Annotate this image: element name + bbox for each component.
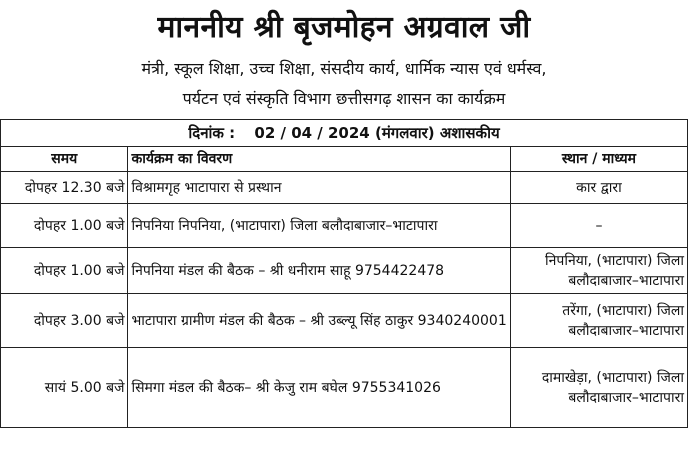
table-row	[1, 172, 688, 204]
row-time: दोपहर 3.00 बजे	[1, 294, 128, 348]
row-details: भाटापारा ग्रामीण मंडल की बैठक – श्री उब्ल्यू सिंह ठाकुर 9340240001	[128, 294, 510, 348]
table-row	[1, 204, 688, 248]
row-details: निपनिया निपनिया, (भाटापारा) जिला बलौदाबाजार–भाटापारा	[128, 204, 510, 248]
row-place: तरेंगा, (भाटापारा) जिला बलौदाबाजार–भाटापारा	[510, 294, 687, 348]
subtitle-line-2: पर्यटन एवं संस्कृति विभाग छत्तीसगढ़ शासन का कार्यक्रम	[182, 89, 506, 108]
schedule-table	[0, 119, 688, 428]
row-details: विश्रामगृह भाटापारा से प्रस्थान	[128, 172, 510, 204]
row-time: सायं 5.00 बजे	[1, 348, 128, 428]
row-time: दोपहर 12.30 बजे	[1, 172, 128, 204]
table-row	[1, 248, 688, 294]
row-details: निपनिया मंडल की बैठक – श्री धनीराम साहू 9754422478	[128, 248, 510, 294]
date-value: 02 / 04 / 2024	[254, 124, 370, 142]
subtitle-line-1: मंत्री, स्कूल शिक्षा, उच्च शिक्षा, संसदीय कार्य, धार्मिक न्यास एवं धर्मस्व,	[141, 59, 547, 78]
row-place: कार द्वारा	[510, 172, 687, 204]
document-title: माननीय श्री बृजमोहन अग्रवाल जी	[157, 10, 531, 45]
program-type: अशासकीय	[439, 124, 500, 142]
row-place: दामाखेड़ा, (भाटापारा) जिला बलौदाबाजार–भाटापारा	[510, 348, 687, 428]
row-time: दोपहर 1.00 बजे	[1, 204, 128, 248]
date-row	[1, 120, 688, 147]
header-details: कार्यक्रम का विवरण	[128, 147, 510, 172]
table-row	[1, 294, 688, 348]
day-value: (मंगलवार)	[374, 124, 435, 142]
table-row	[1, 348, 688, 428]
row-place: –	[510, 204, 687, 248]
row-place: निपनिया, (भाटापारा) जिला बलौदाबाजार–भाटापारा	[510, 248, 687, 294]
table-header-row	[1, 147, 688, 172]
date-label: दिनांक :	[188, 124, 236, 142]
row-details: सिमगा मंडल की बैठक– श्री केजु राम बघेल 9755341026	[128, 348, 510, 428]
header-time: समय	[1, 147, 128, 172]
header-place: स्थान / माध्यम	[510, 147, 687, 172]
row-time: दोपहर 1.00 बजे	[1, 248, 128, 294]
